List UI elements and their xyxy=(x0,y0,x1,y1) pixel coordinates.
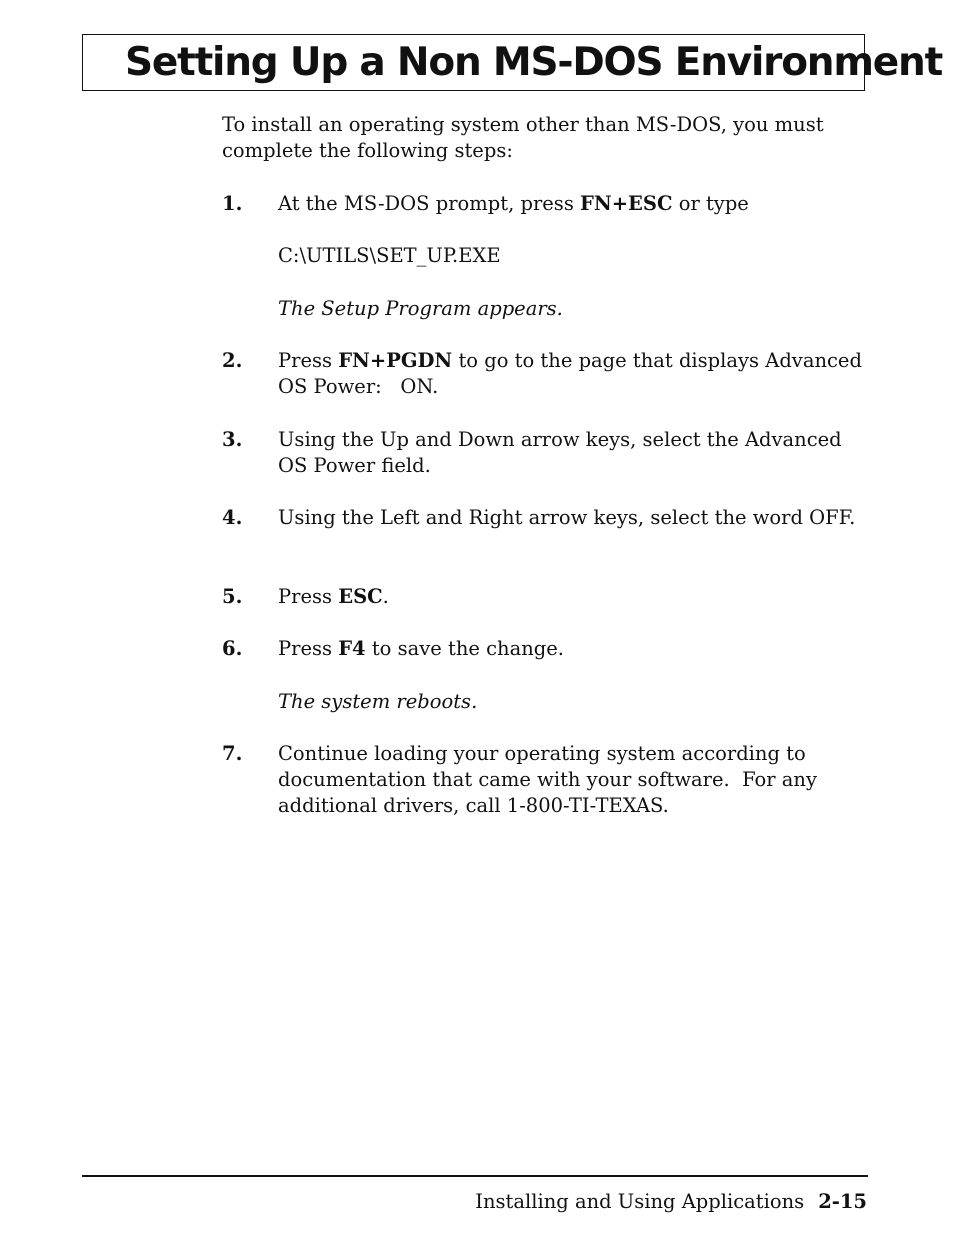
step-text: At the MS-DOS prompt, press FN+ESC or type xyxy=(278,192,749,215)
step-text: Press FN+PGDN to go to the page that displays Advanced OS Power: ON. xyxy=(278,349,862,398)
step-4 xyxy=(222,505,862,531)
step-number: 7. xyxy=(222,742,243,765)
step-text: Using the Up and Down arrow keys, select the Advanced OS Power field. xyxy=(278,428,842,477)
page-footer xyxy=(475,1189,867,1215)
step-7 xyxy=(222,741,862,819)
step-number: 5. xyxy=(222,585,243,608)
key-fn-esc: FN+ESC xyxy=(580,192,673,215)
step-text: Press F4 to save the change. xyxy=(278,637,565,660)
step-number: 4. xyxy=(222,506,243,529)
key-fn-pgdn: FN+PGDN xyxy=(338,349,453,372)
key-esc: ESC xyxy=(338,585,383,608)
command-path: C:\UTILS\SET_UP.EXE xyxy=(278,244,501,267)
page-title: Setting Up a Non MS-DOS Environment xyxy=(125,40,943,85)
page-number: 2-15 xyxy=(818,1190,867,1213)
step-3 xyxy=(222,427,862,479)
footer-rule xyxy=(82,1175,868,1177)
step-number: 1. xyxy=(222,192,243,215)
step-text: Continue loading your operating system according to documentation that came with your software. For any additional drivers, call 1-800-TI-TEXAS. xyxy=(278,742,818,817)
result-setup: The Setup Program appears. xyxy=(278,297,563,320)
step-text: Using the Left and Right arrow keys, select the word OFF. xyxy=(278,506,856,529)
key-f4: F4 xyxy=(338,637,366,660)
step-5 xyxy=(222,584,862,610)
intro-paragraph: To install an operating system other than MS-DOS, you must complete the following steps: xyxy=(222,113,824,162)
step-number: 6. xyxy=(222,637,243,660)
step-6 xyxy=(222,636,862,662)
step-number: 3. xyxy=(222,428,243,451)
result-reboot: The system reboots. xyxy=(278,690,478,713)
footer-section: Installing and Using Applications xyxy=(475,1190,805,1213)
step-number: 2. xyxy=(222,349,243,372)
step-2 xyxy=(222,348,862,400)
step-text: Press ESC. xyxy=(278,585,389,608)
step-1 xyxy=(222,191,862,217)
title-box xyxy=(82,34,943,91)
